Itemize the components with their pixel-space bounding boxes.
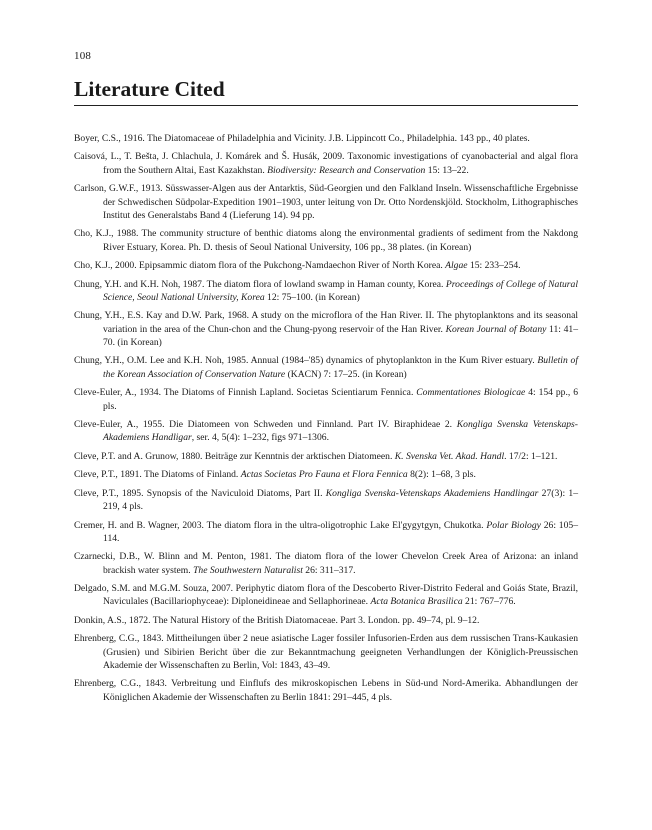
reference-entry: [74, 386, 578, 413]
reference-entry: [74, 450, 578, 463]
reference-citation: (KACN) 7: 17–25. (in Korean): [285, 368, 407, 380]
reference-text: Cleve-Euler, A., 1934. The Diatoms of Finnish Lapland. Societas Scientiarum Fennica.: [74, 387, 417, 399]
reference-entry: [74, 418, 578, 445]
reference-journal: Algae: [445, 260, 468, 272]
reference-text: Ehrenberg, C.G., 1843. Verbreitung und Einflufs des mikroskopischen Lebens in Süd-und Nord-Amerika. Abhandlungen der Königlichen Akademie der Wissenschaften zu Berlin 1841: 291–445, 4 pls.: [74, 678, 578, 703]
reference-entry: [74, 354, 578, 381]
reference-list: [74, 132, 578, 709]
reference-citation: 4: 154 pp., 6 pls.: [103, 387, 579, 412]
reference-journal: Acta Botanica Brasilica: [370, 596, 463, 608]
reference-citation: , ser. 4, 5(4): 1–232, figs 971–1306.: [191, 432, 329, 444]
reference-citation: 26: 105–114.: [103, 519, 578, 544]
reference-citation: 8(2): 1–68, 3 pls.: [407, 469, 476, 481]
reference-entry: [74, 632, 578, 672]
reference-entry: [74, 550, 578, 577]
reference-entry: [74, 309, 578, 349]
reference-entry: [74, 182, 578, 222]
reference-entry: [74, 278, 578, 305]
reference-citation: 11: 41–70. (in Korean): [103, 323, 578, 348]
reference-journal: Actas Societas Pro Fauna et Flora Fennica: [240, 469, 408, 481]
reference-citation: 27(3): 1–219, 4 pls.: [103, 487, 578, 513]
reference-entry: [74, 677, 578, 704]
reference-text: Boyer, C.S., 1916. The Diatomaceae of Philadelphia and Vicinity. J.B. Lippincott Co., Philadelphia. 143 pp., 40 plates.: [74, 133, 530, 144]
reference-entry: [74, 259, 578, 272]
reference-journal: Korean Journal of Botany: [445, 323, 547, 335]
reference-text: Chung, Y.H. and K.H. Noh, 1987. The diatom flora of lowland swamp in Haman county, Korea.: [74, 278, 446, 290]
reference-text: Czarnecki, D.B., W. Blinn and M. Penton, 1981. The diatom flora of the lower Chevelon Creek Area of Arizona: an inland brackish water system.: [74, 551, 578, 576]
reference-journal: Kongliga Svenska Vetenskaps-Akademiens Handligar: [103, 419, 578, 444]
reference-journal: Biodiversity: Research and Conservation: [267, 164, 426, 176]
reference-citation: 26: 311–317.: [302, 564, 356, 576]
reference-text: Cleve, P.T., 1891. The Diatoms of Finland.: [74, 469, 241, 481]
page-title: Literature Cited: [74, 76, 578, 106]
reference-journal: K. Svenska Vet. Akad. Handl: [394, 450, 505, 462]
reference-text: Cleve, P.T. and A. Grunow, 1880. Beiträge zur Kenntnis der arktischen Diatomeen.: [74, 450, 395, 462]
reference-text: Cho, K.J., 2000. Epipsammic diatom flora of the Pukchong-Namdaechon River of North Korea.: [74, 260, 446, 272]
reference-journal: The Southwestern Naturalist: [193, 564, 303, 576]
reference-text: Cho, K.J., 1988. The community structure of benthic diatoms along the environmental gradients of sediment from the Nakdong River Estuary, Korea. Ph. D. thesis of Seoul National University, 106 pp., 38 plates. (in Korean): [74, 228, 578, 253]
reference-text: Chung, Y.H., O.M. Lee and K.H. Noh, 1985. Annual (1984–'85) dynamics of phytoplankton in the Kum River estuary.: [74, 355, 538, 367]
reference-text: Ehrenberg, C.G., 1843. Mittheilungen über 2 neue asiatische Lager fossiler Infusorien-Erden aus dem russischen Trans-Kaukasien (Grusien) und Sibirien Bericht über die zur Bekanntmachung geeigneten Verhandlungen der Königlich-Preussischen Akademie der Wissenschaften zu Berlin, Vol: 1843, 43–49.: [74, 633, 578, 671]
reference-entry: [74, 150, 578, 177]
reference-entry: [74, 519, 578, 546]
page-number: 108: [74, 50, 92, 62]
reference-text: Cleve, P.T., 1895. Synopsis of the Naviculoid Diatoms, Part II.: [74, 487, 326, 499]
reference-entry: [74, 487, 578, 514]
reference-citation: 15: 13–22.: [425, 164, 469, 176]
reference-text: Delgado, S.M. and M.G.M. Souza, 2007. Periphytic diatom flora of the Descoberto River-Distrito Federal and Goiás State, Brazil, Naviculales (Bacillariophyceae): Diploneidineae and Sellaphorineae.: [74, 583, 578, 608]
reference-entry: [74, 132, 578, 145]
reference-text: Cleve-Euler, A., 1955. Die Diatomeen von Schweden und Finnland. Part IV. Biraphideae 2.: [74, 419, 457, 431]
reference-citation: 15: 233–254.: [467, 260, 521, 272]
reference-citation: . 17/2: 1–121.: [504, 450, 558, 462]
reference-journal: Polar Biology: [486, 519, 541, 531]
reference-text: Carlson, G.W.F., 1913. Süsswasser-Algen aus der Antarktis, Süd-Georgien und den Falkland Inseln. Wissenschaftliche Ergebnisse der Schwedischen Südpolar-Expedition 1901–1903, unter leitung von Dr. Otto Nordenskjöld. Stockholm, Lithographisches Institut des Generalstabs Band 4 (Lieferung 14). 94 pp.: [74, 183, 578, 221]
reference-entry: [74, 614, 578, 627]
reference-entry: [74, 582, 578, 609]
reference-journal: Commentationes Biologicae: [416, 387, 526, 399]
reference-entry: [74, 468, 578, 481]
reference-text: Donkin, A.S., 1872. The Natural History of the British Diatomaceae. Part 3. London. pp. 49–74, pl. 9–12.: [74, 614, 480, 626]
reference-entry: [74, 227, 578, 254]
reference-text: Cremer, H. and B. Wagner, 2003. The diatom flora in the ultra-oligotrophic Lake El'gygytgyn, Chukotka.: [74, 519, 487, 531]
reference-text: Caisová, L., T. Bešta, J. Chlachula, J. Komárek and Š. Husák, 2009. Taxonomic investigations of cyanobacterial and algal flora from the Southern Altai, East Kazakhstan.: [74, 151, 578, 176]
reference-journal: Bulletin of the Korean Association of Conservation Nature: [103, 355, 578, 380]
reference-text: Chung, Y.H., E.S. Kay and D.W. Park, 1968. A study on the microflora of the Han River. II. The phytoplanktons and its seasonal variation in the area of the Chun-chon and the Chung-pyong reservoir of the Han River.: [74, 310, 578, 335]
reference-citation: 12: 75–100. (in Korean): [264, 291, 360, 303]
reference-journal: Kongliga Svenska-Vetenskaps Akademiens Handlingar: [325, 487, 539, 499]
reference-citation: 21: 767–776.: [462, 596, 516, 608]
reference-journal: Proceedings of College of Natural Science, Seoul National University, Korea: [103, 278, 578, 303]
